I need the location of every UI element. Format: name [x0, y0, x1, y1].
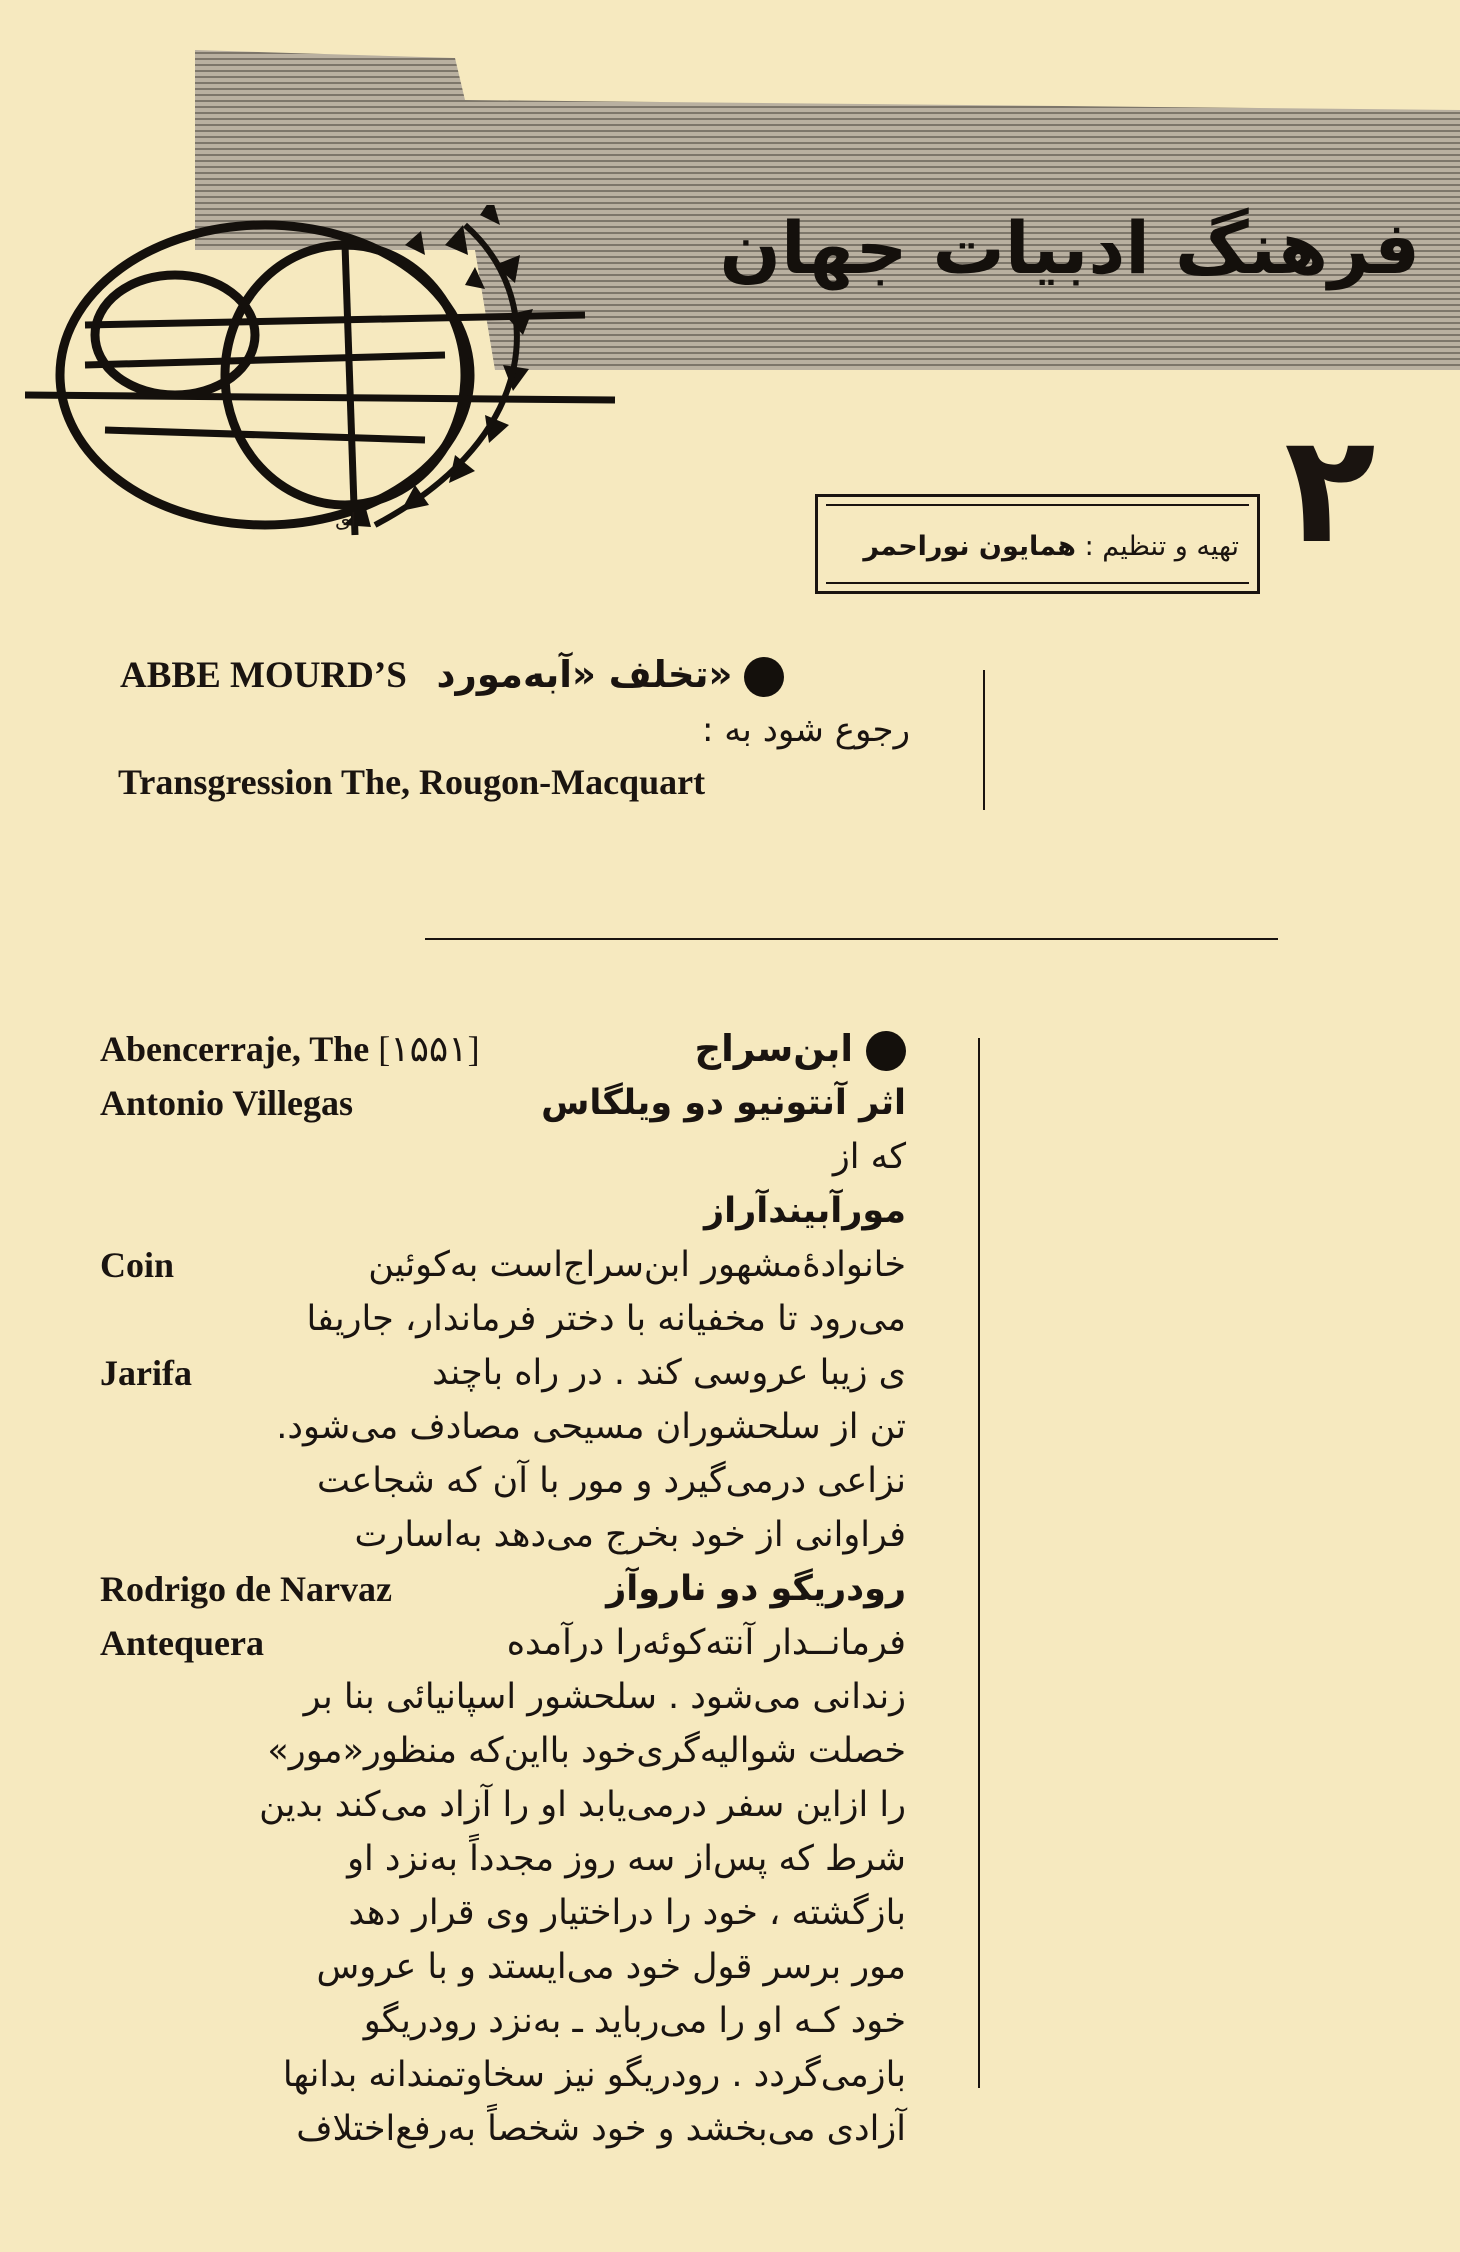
text-line — [100, 1184, 906, 1238]
persian-text: تن از سلحشوران مسیحی مصادف می‌شود. — [276, 1407, 906, 1447]
entry-abbe-mourd-heading — [120, 645, 920, 705]
text-line — [100, 1778, 906, 1832]
persian-text: مورآبیندآراز — [704, 1191, 906, 1231]
text-line — [100, 2102, 906, 2156]
text-line — [100, 1508, 906, 1562]
entry-persian-title: تخلف «آبه‌مورد» — [436, 653, 733, 696]
credit-prefix: تهیه و تنظیم : — [1076, 531, 1239, 562]
persian-text: اثر آنتونیو دو ویلگاس — [541, 1083, 906, 1123]
text-line — [100, 1454, 906, 1508]
text-line — [100, 1670, 906, 1724]
text-line — [100, 1724, 906, 1778]
emblem-mark: ای — [335, 508, 357, 532]
entry-persian-title: ابن‌سراج — [694, 1022, 906, 1076]
text-line — [100, 1562, 906, 1616]
part-number: ۲ — [1284, 403, 1376, 577]
bullet-icon — [744, 657, 784, 697]
persian-text: خصلت شوالیه‌گری‌خود بااین‌که منظور«مور» — [267, 1731, 906, 1771]
column-divider — [978, 1038, 980, 2088]
persian-text: خانوادهٔ‌مشهور ابن‌سراج‌است به‌کوئین — [368, 1245, 906, 1285]
persian-text: مور برسر قول خود می‌ایستد و با عروس — [316, 1947, 906, 1987]
globe-laurel-icon — [25, 205, 725, 545]
persian-text: رودریگو دو ناروآز — [606, 1569, 906, 1609]
section-divider — [425, 938, 1278, 940]
series-title: فرهنگ ادبیات جهان — [719, 206, 1420, 290]
persian-text: ی زیبا عروسی کند . در راه باچند — [432, 1353, 906, 1393]
english-term: Rodrigo de Narvaz — [100, 1569, 392, 1609]
entry-year: [۱۵۵۱] — [378, 1029, 480, 1069]
persian-text: زندانی می‌شود . سلحشور اسپانیائی بنا بر — [303, 1677, 906, 1717]
cross-reference: Transgression The, Rougon-Macquart — [118, 762, 706, 802]
text-line — [100, 1076, 906, 1130]
entry-heading-row — [100, 1022, 906, 1076]
entry-abencerraje — [100, 1022, 906, 2156]
persian-text: خود کـه او را می‌رباید ـ به‌نزد رودریگو — [363, 2001, 906, 2041]
text-line — [100, 1400, 906, 1454]
persian-text: فرمانــدار آنته‌کوئه‌را درآمده — [506, 1623, 906, 1663]
persian-text: فراوانی از خود بخرج می‌دهد به‌اسارت — [354, 1515, 906, 1555]
text-line — [100, 1940, 906, 1994]
text-line — [100, 1292, 906, 1346]
text-line — [100, 1832, 906, 1886]
persian-text: را ازاین سفر درمی‌یابد او را آزاد می‌کند بدین — [259, 1785, 906, 1825]
persian-text: که از — [832, 1137, 906, 1177]
text-line — [100, 1994, 906, 2048]
credit-box — [815, 494, 1260, 594]
entry-english-title: Abencerraje, The [۱۵۵۱] — [100, 1029, 480, 1069]
text-line — [100, 1886, 906, 1940]
refer-text: رجوع شود به : — [701, 710, 910, 750]
english-term: Antequera — [100, 1623, 264, 1663]
credit-text — [818, 497, 1239, 597]
text-line — [100, 1130, 906, 1184]
persian-text: بازگشته ، خود را دراختیار وی قرار دهد — [348, 1893, 906, 1933]
entry-english-title: ABBE MOURD’S — [120, 655, 407, 696]
text-line — [100, 1346, 906, 1400]
text-line — [100, 2048, 906, 2102]
text-line — [100, 1238, 906, 1292]
persian-text: آزادی می‌بخشد و خود شخصاً به‌رفع‌اختلاف — [296, 2109, 906, 2149]
persian-text: نزاعی درمی‌گیرد و مور با آن که شجاعت — [317, 1461, 906, 1501]
text-line — [100, 1616, 906, 1670]
persian-text: می‌رود تا مخفیانه با دختر فرماندار، جاریفا — [306, 1299, 906, 1339]
credit-name: همایون نوراحمر — [863, 531, 1077, 562]
english-term: Antonio Villegas — [100, 1083, 354, 1123]
english-term: Coin — [100, 1245, 175, 1285]
persian-text: بازمی‌گردد . رودریگو نیز سخاوتمندانه بدانها — [282, 2055, 906, 2095]
persian-text: شرط که پس‌از سه روز مجدداً به‌نزد او — [347, 1839, 906, 1879]
bullet-icon — [866, 1031, 906, 1071]
english-term: Jarifa — [100, 1353, 192, 1393]
column-divider — [983, 670, 985, 810]
